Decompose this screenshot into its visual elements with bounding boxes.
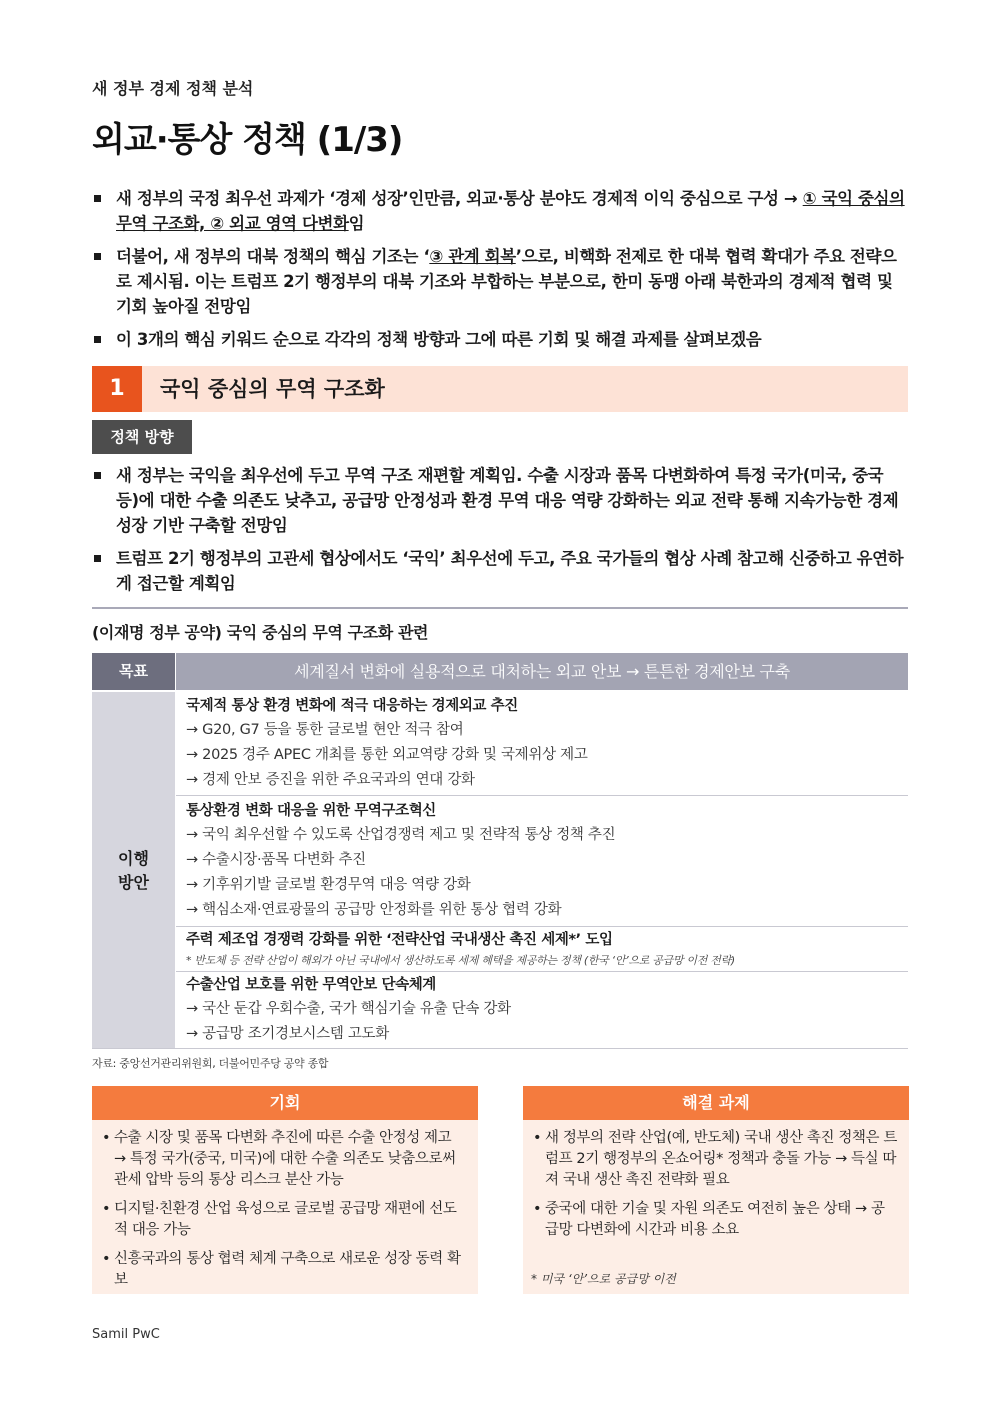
challenge-title: 해결 과제 (523, 1086, 909, 1120)
source-note: 자료: 중앙선거관리위원회, 더불어민주당 공약 종합 (92, 1057, 329, 1070)
block-item: → 기후위기발 글로벌 환경무역 대응 역량 강화 (186, 877, 471, 893)
policy-bullet: 새 정부는 국익을 최우선에 두고 무역 구조 재편할 계획임. 수출 시장과 품목 다변화하여 특정 국가(미국, 중국 등)에 대한 수출 의존도 낮추고, 공급망 안정성과 환경 무역 대응 역량 강화하는 외교 전략 통해 지속가능한 경제 성장 기반 구축할 전망임 (92, 463, 910, 538)
section-divider (92, 607, 908, 609)
policy-bullet: 트럼프 2기 행정부의 고관세 협상에서도 ‘국익’ 최우선에 두고, 주요 국가들의 협상 사례 참고해 신중하고 유연하게 접근할 계획임 (92, 546, 910, 596)
section-title: 국익 중심의 무역 구조화 (160, 377, 385, 401)
block-item: → 2025 경주 APEC 개최를 통한 외교역량 강화 및 국제위상 제고 (186, 747, 588, 763)
block-item: → 공급망 조기경보시스템 고도화 (186, 1026, 389, 1042)
opportunity-item: • 수출 시장 및 품목 다변화 추진에 따른 수출 안정성 제고 → 특정 국가(중국, 미국)에 대한 수출 의존도 낮춤으로써 관세 압박 등의 통상 리스크 분산 가능 (102, 1128, 466, 1191)
implementation-block (176, 928, 908, 972)
block-item: → 경제 안보 증진을 위한 주요국과의 연대 강화 (186, 772, 475, 788)
page-title: 외교·통상 정책 (1/3) (92, 120, 403, 160)
policy-direction-tag: 정책 방향 (92, 420, 192, 454)
intro-bullet: 더불어, 새 정부의 대북 정책의 핵심 기조는 ‘③ 관계 회복’으로, 비핵화 전제로 한 대북 협력 확대가 주요 전략으로 제시됨. 이는 트럼프 2기 행정부의 대북 기조와 부합하는 부분으로, 한미 동맹 아래 북한과의 경제적 협력 및 기회 높아질 전망임 (92, 244, 910, 319)
block-item: → 국산 둔갑 우회수출, 국가 핵심기술 유출 단속 강화 (186, 1001, 511, 1017)
block-item: → G20, G7 등을 통한 글로벌 현안 적극 참여 (186, 722, 464, 738)
intro-bullet: 이 3개의 핵심 키워드 순으로 각각의 정책 방향과 그에 따른 기회 및 해결 과제를 살펴보겠음 (92, 327, 910, 352)
implementation-label: 이행 방안 (92, 692, 175, 1049)
challenge-list (523, 1120, 909, 1241)
block-item: → 국익 최우선할 수 있도록 산업경쟁력 제고 및 전략적 통상 정책 추진 (186, 827, 616, 843)
opportunity-box (92, 1086, 478, 1294)
section-header (92, 366, 908, 412)
implementation-block (176, 692, 908, 796)
footer-brand: Samil PwC (92, 1327, 160, 1342)
challenge-footnote: * 미국 ‘안’으로 공급망 이전 (531, 1272, 676, 1286)
implementation-block (176, 797, 908, 927)
challenge-box (523, 1086, 909, 1294)
block-heading: 주력 제조업 경쟁력 강화를 위한 ‘전략산업 국내생산 촉진 세제*’ 도입 (186, 932, 613, 948)
block-item: → 핵심소재·연료광물의 공급망 안정화를 위한 통상 협력 강화 (186, 902, 562, 918)
section-number: 1 (92, 366, 142, 412)
policy-bullet-list (92, 463, 910, 604)
intro-bullet: 새 정부의 국정 최우선 과제가 ‘경제 성장’인만큼, 외교·통상 분야도 경제적 이익 중심으로 구성 → ① 국익 중심의 무역 구조화, ② 외교 영역 다변화임 (92, 186, 910, 236)
table-title: (이재명 정부 공약) 국익 중심의 무역 구조화 관련 (92, 623, 429, 642)
goal-text: 세계질서 변화에 실용적으로 대처하는 외교 안보 → 튼튼한 경제안보 구축 (176, 653, 908, 690)
page-kicker: 새 정부 경제 정책 분석 (92, 79, 254, 98)
table-bottom-border (92, 1048, 908, 1049)
block-heading: 통상환경 변화 대응을 위한 무역구조혁신 (186, 803, 436, 819)
block-heading: 국제적 통상 환경 변화에 적극 대응하는 경제외교 추진 (186, 698, 518, 714)
challenge-item: • 새 정부의 전략 산업(예, 반도체) 국내 생산 촉진 정책은 트럼프 2기 행정부의 온쇼어링* 정책과 충돌 가능 → 득실 따져 국내 생산 촉진 전략화 필요 (533, 1128, 897, 1191)
block-footnote: * 반도체 등 전략 산업이 해외가 아닌 국내에서 생산하도록 세제 혜택을 제공하는 정책 (한국 ‘안’으로 공급망 이전 전략) (186, 954, 735, 967)
intro-bullet-list (92, 186, 910, 360)
opportunity-title: 기회 (92, 1086, 478, 1120)
opportunity-item: • 신흥국과의 통상 협력 체계 구축으로 새로운 성장 동력 확보 (102, 1249, 466, 1291)
challenge-item: • 중국에 대한 기술 및 자원 의존도 여전히 높은 상태 → 공급망 다변화에 시간과 비용 소요 (533, 1199, 897, 1241)
block-heading: 수출산업 보호를 위한 무역안보 단속체계 (186, 977, 436, 993)
block-item: → 수출시장·품목 다변화 추진 (186, 852, 366, 868)
implementation-block (176, 973, 908, 1048)
opportunity-item: • 디지털·친환경 산업 육성으로 글로벌 공급망 재편에 선도적 대응 가능 (102, 1199, 466, 1241)
opportunity-list (92, 1120, 478, 1291)
goal-label: 목표 (92, 653, 175, 690)
